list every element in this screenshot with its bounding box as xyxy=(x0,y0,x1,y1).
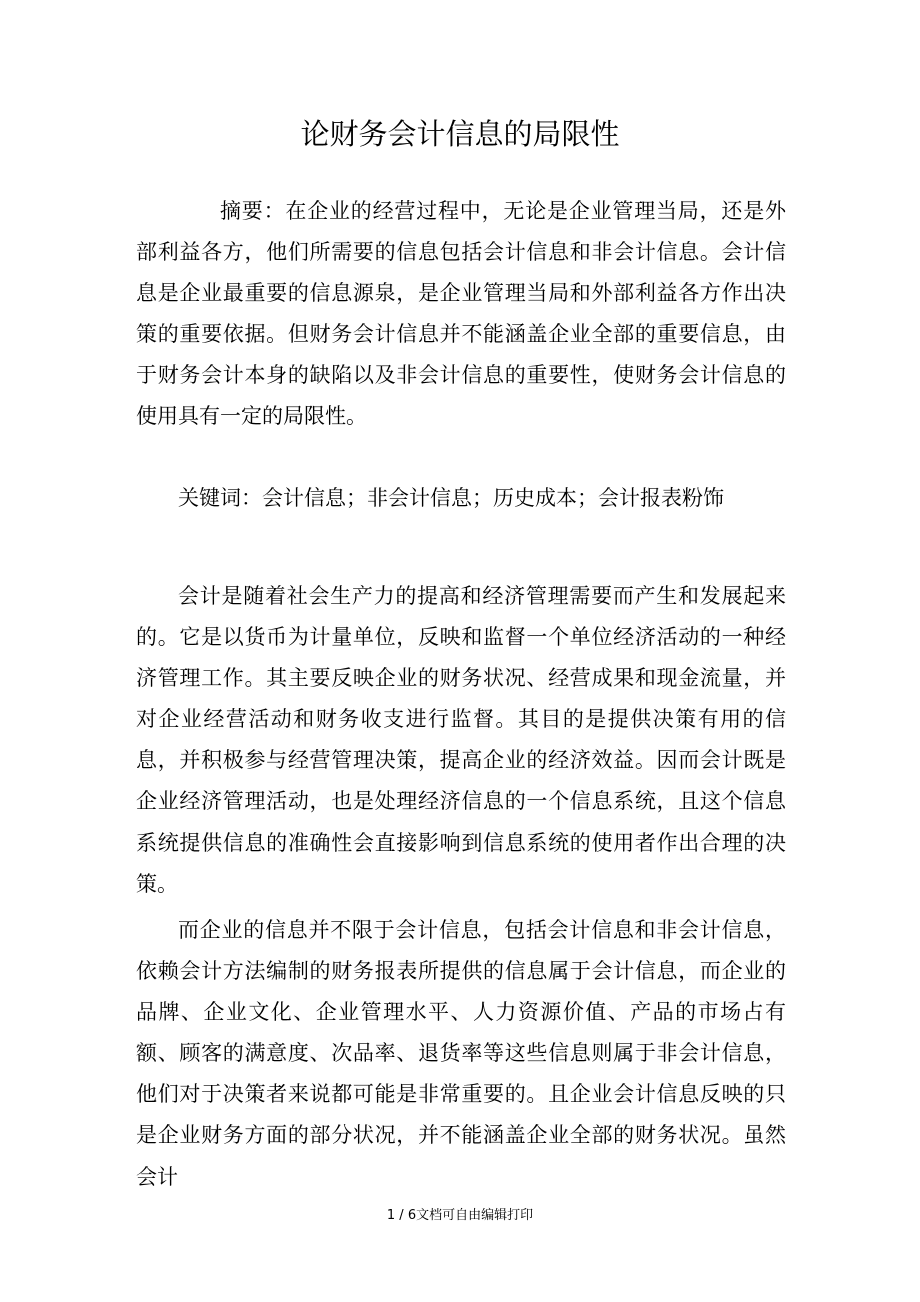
abstract-paragraph: 摘要：在企业的经营过程中，无论是企业管理当局，还是外部利益各方，他们所需要的信息包括会计信息和非会计信息。会计信息是企业最重要的信息源泉，是企业管理当局和外部利益各方作出决策的重要依据。但财务会计信息并不能涵盖企业全部的重要信息，由于财务会计本身的缺陷以及非会计信息的重要性，使财务会计信息的使用具有一定的局限性。 xyxy=(136,199,786,429)
body-paragraph: 而企业的信息并不限于会计信息，包括会计信息和非会计信息，依赖会计方法编制的财务报表所提供的信息属于会计信息，而企业的品牌、企业文化、企业管理水平、人力资源价值、产品的市场占有额、顾客的满意度、次品率、退货率等这些信息则属于非会计信息，他们对于决策者来说都可能是非常重要的。且企业会计信息反映的只是企业财务方面的部分状况，并不能涵盖企业全部的财务状况。虽然会计 xyxy=(136,918,786,1189)
page-footer: 1 / 6文档可自由编辑打印 xyxy=(386,1208,534,1223)
document-title: 论财务会计信息的局限性 xyxy=(300,117,620,151)
body-paragraph: 会计是随着社会生产力的提高和经济管理需要而产生和发展起来的。它是以货币为计量单位，反映和监督一个单位经济活动的一种经济管理工作。其主要反映企业的财务状况、经营成果和现金流量，并对企业经营活动和财务收支进行监督。其目的是提供决策有用的信息，并积极参与经营管理决策，提高企业的经济效益。因而会计既是企业经济管理活动，也是处理经济信息的一个信息系统，且这个信息系统提供信息的准确性会直接影响到信息系统的使用者作出合理的决策。 xyxy=(136,584,786,896)
keywords-line: 关键词：会计信息；非会计信息；历史成本；会计报表粉饰 xyxy=(178,486,724,510)
